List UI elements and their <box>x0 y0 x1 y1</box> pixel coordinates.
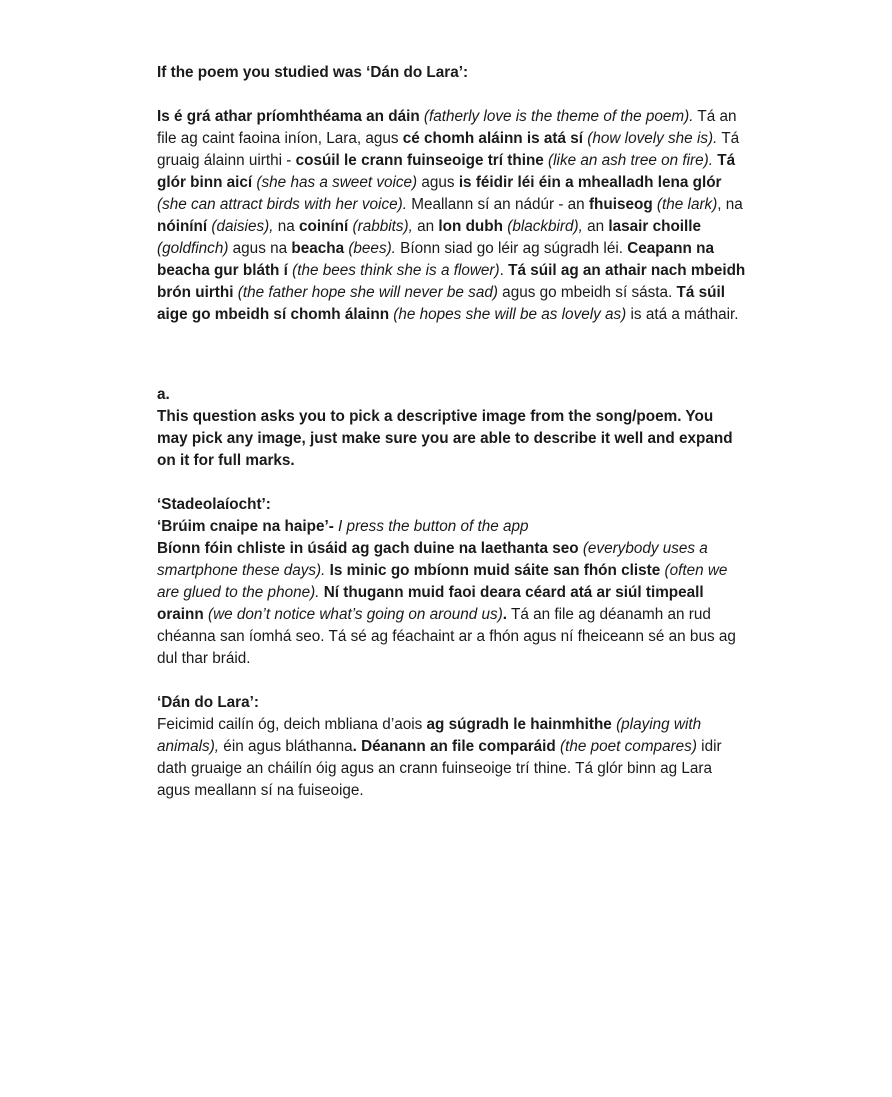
text-run: Tá súil ag an athair nach mbeidh brón uirthi <box>157 262 746 301</box>
question-label: a. <box>157 386 170 403</box>
text-run: is féidir léi éin a mhealladh lena glór <box>458 174 722 191</box>
text-run: Meallann sí an nádúr - an <box>406 196 589 213</box>
text-run: . <box>499 262 509 279</box>
text-run: agus <box>417 174 459 191</box>
text-run: , na <box>717 196 743 213</box>
text-run: (rabbits), <box>348 218 413 235</box>
text-run: (bees). <box>344 240 396 257</box>
text-run: (we don’t notice what’s going on around us) <box>203 606 503 623</box>
text-run: Tá glór binn aicí <box>157 152 736 191</box>
text-run: Ní thugann muid faoi deara céard atá ar siúl timpeall orainn <box>157 584 704 623</box>
text-run: (he hopes she will be as lovely as) <box>389 306 627 323</box>
text-run: fhuiseog <box>588 196 653 213</box>
text-run: is atá a máthair. <box>626 306 739 323</box>
text-run: agus na <box>228 240 292 257</box>
text-run: na <box>273 218 299 235</box>
section-title-dan-do-lara: ‘Dán do Lara’: <box>157 694 259 711</box>
text-run: Is minic go mbíonn muid sáite san fhón cliste <box>329 562 661 579</box>
text-run: Tá an file ag caint faoina iníon, Lara, agus <box>157 108 737 147</box>
intro-paragraph <box>157 106 747 326</box>
question-text: This question asks you to pick a descriptive image from the song/poem. You may pick any image, just make sure you are able to describe it well and expand on it for full marks. <box>157 408 733 469</box>
text-run: (blackbird), <box>502 218 583 235</box>
text-run: Tá gruaig álainn uirthi - <box>157 130 740 169</box>
text-run: lon dubh <box>438 218 503 235</box>
text-run: (how lovely she is). <box>583 130 718 147</box>
document-heading: If the poem you studied was ‘Dán do Lara’: <box>157 64 469 81</box>
text-run: coiníní <box>298 218 349 235</box>
text-run: I press the button of the app <box>333 518 529 535</box>
text-run: Is é grá athar príomhthéama an dáin <box>157 108 420 125</box>
text-run: agus go mbeidh sí sásta. <box>497 284 677 301</box>
text-run: Bíonn siad go léir ag súgradh léi. <box>395 240 628 257</box>
section-quote <box>157 516 747 538</box>
text-run: (like an ash tree on fire). <box>543 152 714 169</box>
text-run: . <box>502 606 508 623</box>
section-body-dan-do-lara <box>157 714 747 802</box>
text-run: (she can attract birds with her voice). <box>157 196 407 213</box>
text-run: idir dath gruaige an cháilín óig agus an crann fuinseoige trí thine. Tá glór binn ag Lara agus meallann sí na fuiseoige. <box>157 738 722 799</box>
text-run: Ceapann na beacha gur bláth í <box>157 240 714 279</box>
text-run: cosúil le crann fuinseoige trí thine <box>295 152 544 169</box>
section-body-stadeolaiocht <box>157 538 747 670</box>
text-run: (the poet compares) <box>555 738 697 755</box>
text-run: (the lark) <box>652 196 718 213</box>
text-run: Tá súil aige go mbeidh sí chomh álainn <box>157 284 725 323</box>
text-run: nóiníní <box>157 218 208 235</box>
text-run: an <box>412 218 439 235</box>
text-run: (playing with animals), <box>157 716 702 755</box>
text-run: (often we are glued to the phone). <box>157 562 728 601</box>
text-run: beacha <box>291 240 345 257</box>
text-run: ‘Brúim cnaipe na haipe’- <box>157 518 334 535</box>
text-run: Tá an file ag déanamh an rud chéanna san íomhá seo. Tá sé ag féachaint ar a fhón agus ní fheiceann sé an bus ag dul thar bráid. <box>157 606 736 667</box>
text-run: Feicimid cailín óg, deich mbliana d’aois <box>157 716 427 733</box>
text-run: an <box>582 218 609 235</box>
text-run: (everybody uses a smartphone these days). <box>157 540 708 579</box>
text-run: (goldfinch) <box>157 240 229 257</box>
text-run: (daisies), <box>207 218 274 235</box>
text-run: cé chomh aláinn is atá sí <box>402 130 584 147</box>
text-run: (the bees think she is a flower) <box>287 262 500 279</box>
text-run: (fatherly love is the theme of the poem). <box>423 108 694 125</box>
text-run: (she has a sweet voice) <box>252 174 418 191</box>
section-title-stadeolaiocht: ‘Stadeolaíocht’: <box>157 496 271 513</box>
text-run: ag súgradh le hainmhithe <box>426 716 612 733</box>
text-run: lasair choille <box>608 218 702 235</box>
text-run: . Déanann an file comparáid <box>352 738 556 755</box>
text-run: éin agus bláthanna <box>219 738 353 755</box>
text-run: (the father hope she will never be sad) <box>233 284 498 301</box>
text-run: Bíonn fóin chliste in úsáid ag gach duine na laethanta seo <box>157 540 579 557</box>
document-page <box>157 62 747 802</box>
